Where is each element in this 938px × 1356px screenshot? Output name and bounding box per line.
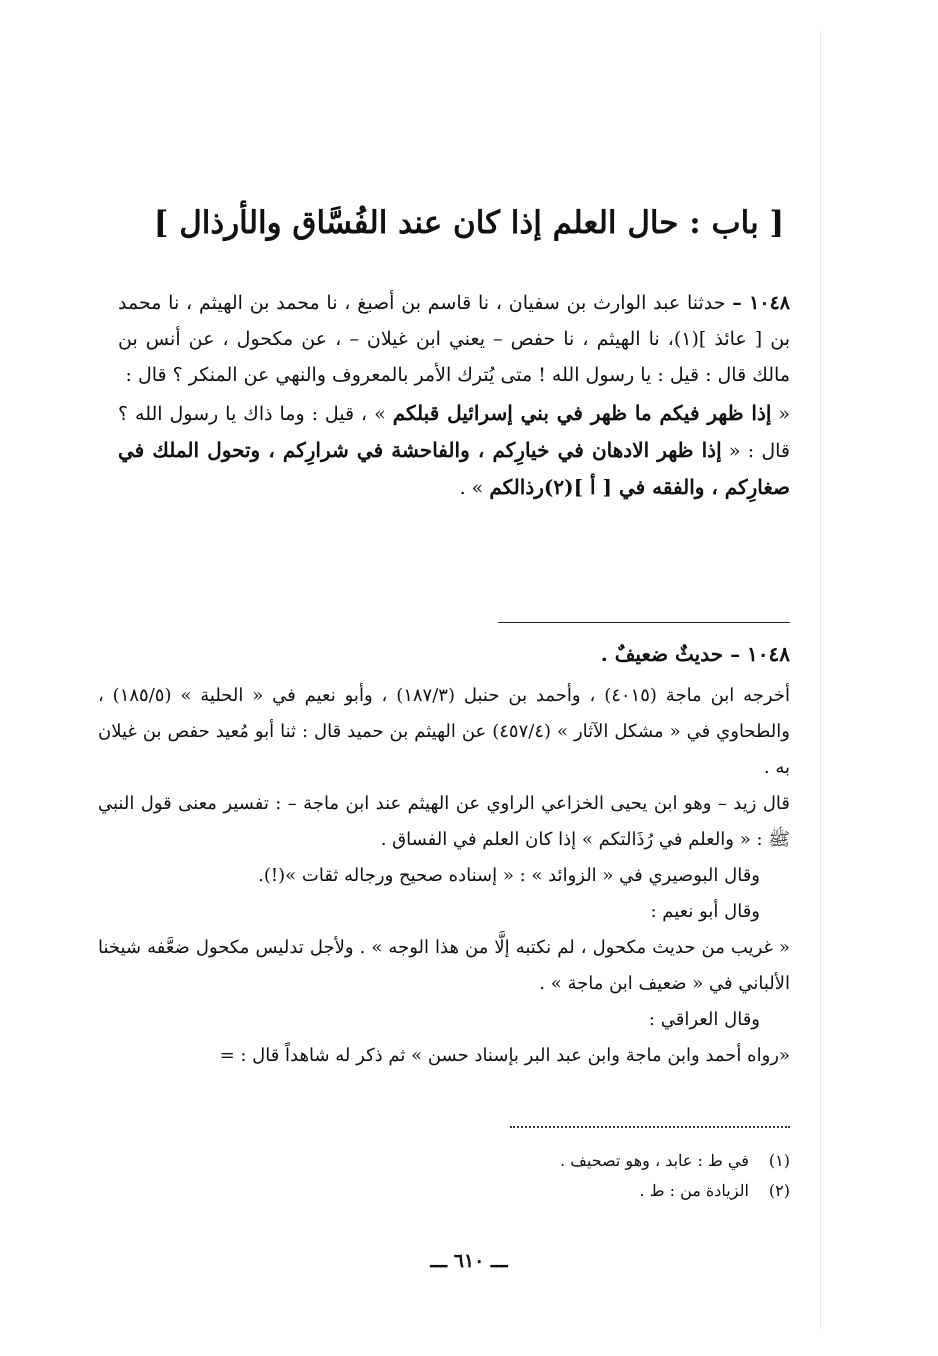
- hadith-isnad-text: حدثنا عبد الوارث بن سفيان ، نا قاسم بن أصبغ ، نا محمد بن الهيثم ، نا محمد بن [ عائذ ](١)، نا الهيثم ، نا حفص – يعني ابن غيلان – ، عن مكحول ، عن أنس بن مالك قال : قيل : يا رسول الله ! متى يُترك الأمر بالمعروف والنهي عن المنكر ؟ قال :: [118, 292, 790, 386]
- hadith-grade: ١٠٤٨ – حديثٌ ضعيفٌ .: [600, 642, 790, 666]
- commentary-zayd: قال زيد – وهو ابن يحيى الخزاعي الراوي عن الهيثم عند ابن ماجة – : تفسير معنى قول النبي ﷺ : « والعلم في رُذَالتكم » إذا كان العلم في الفساق .: [98, 793, 790, 850]
- hadith-quote-2: إذا ظهر الادهان في خيارِكم ، والفاحشة في شرارِكم ، وتحول الملك في صغارِكم ، والفقه في [ أ ](٢)رذالكم: [118, 438, 790, 499]
- footnote-1-number: (١): [768, 1151, 790, 1170]
- footnote-2-number: (٢): [768, 1181, 790, 1200]
- footnotes: [118, 1146, 790, 1206]
- scan-margin-line: [820, 30, 821, 1330]
- section-divider: [498, 622, 790, 623]
- footnote-1-text: في ط : عابد ، وهو تصحيف .: [560, 1151, 749, 1170]
- footnote-separator: [510, 1126, 790, 1128]
- footnote-2-text: الزيادة من : ط .: [639, 1181, 749, 1200]
- footnote-1: [118, 1146, 790, 1176]
- chapter-title: [ باب : حال العلم إذا كان عند الفُسَّاق والأرذال ]: [153, 205, 785, 241]
- hadith-text: [118, 285, 790, 506]
- commentary-iraqi-quote: «رواه أحمد وابن ماجة وابن عبد البر بإسناد حسن » ثم ذكر له شاهداً قال : =: [219, 1045, 790, 1066]
- commentary: [98, 636, 790, 1074]
- commentary-busiri: وقال البوصيري في « الزوائد » : « إسناده صحيح ورجاله ثقات »(!).: [258, 865, 760, 886]
- hadith-isnad: [118, 285, 790, 393]
- hadith-quote-1: إذا ظهر فيكم ما ظهر في بني إسرائيل قبلكم: [392, 401, 772, 425]
- commentary-abu-nuaym-quote: « غريب من حديث مكحول ، لم نكتبه إلَّا من هذا الوجه » . ولأجل تدليس مكحول ضعَّفه شيخنا الألباني في « ضعيف ابن ماجة » .: [98, 937, 790, 994]
- hadith-number: ١٠٤٨ –: [732, 292, 790, 314]
- footnote-2: [118, 1176, 790, 1206]
- hadith-question: » ، قيل : وما ذاك يا رسول الله ؟ قال : «: [118, 403, 790, 462]
- hadith-matn: [118, 395, 790, 506]
- commentary-takhrij: أخرجه ابن ماجة (٤٠١٥) ، وأحمد بن حنبل (١٨٧/٣) ، وأبو نعيم في « الحلية » (١٨٥/٥) ، والطحاوي في « مشكل الآثار » (٤٥٧/٤) عن الهيثم بن حميد قال : ثنا أبو مُعيد حفص بن غيلان به .: [98, 685, 790, 778]
- hadith-end: » .: [459, 477, 490, 499]
- page-number: ـــ ٦١٠ ـــ: [430, 1250, 508, 1272]
- commentary-abu-nuaym-intro: وقال أبو نعيم :: [650, 901, 760, 922]
- commentary-iraqi-intro: وقال العراقي :: [648, 1009, 760, 1030]
- quote-open: «: [771, 403, 790, 425]
